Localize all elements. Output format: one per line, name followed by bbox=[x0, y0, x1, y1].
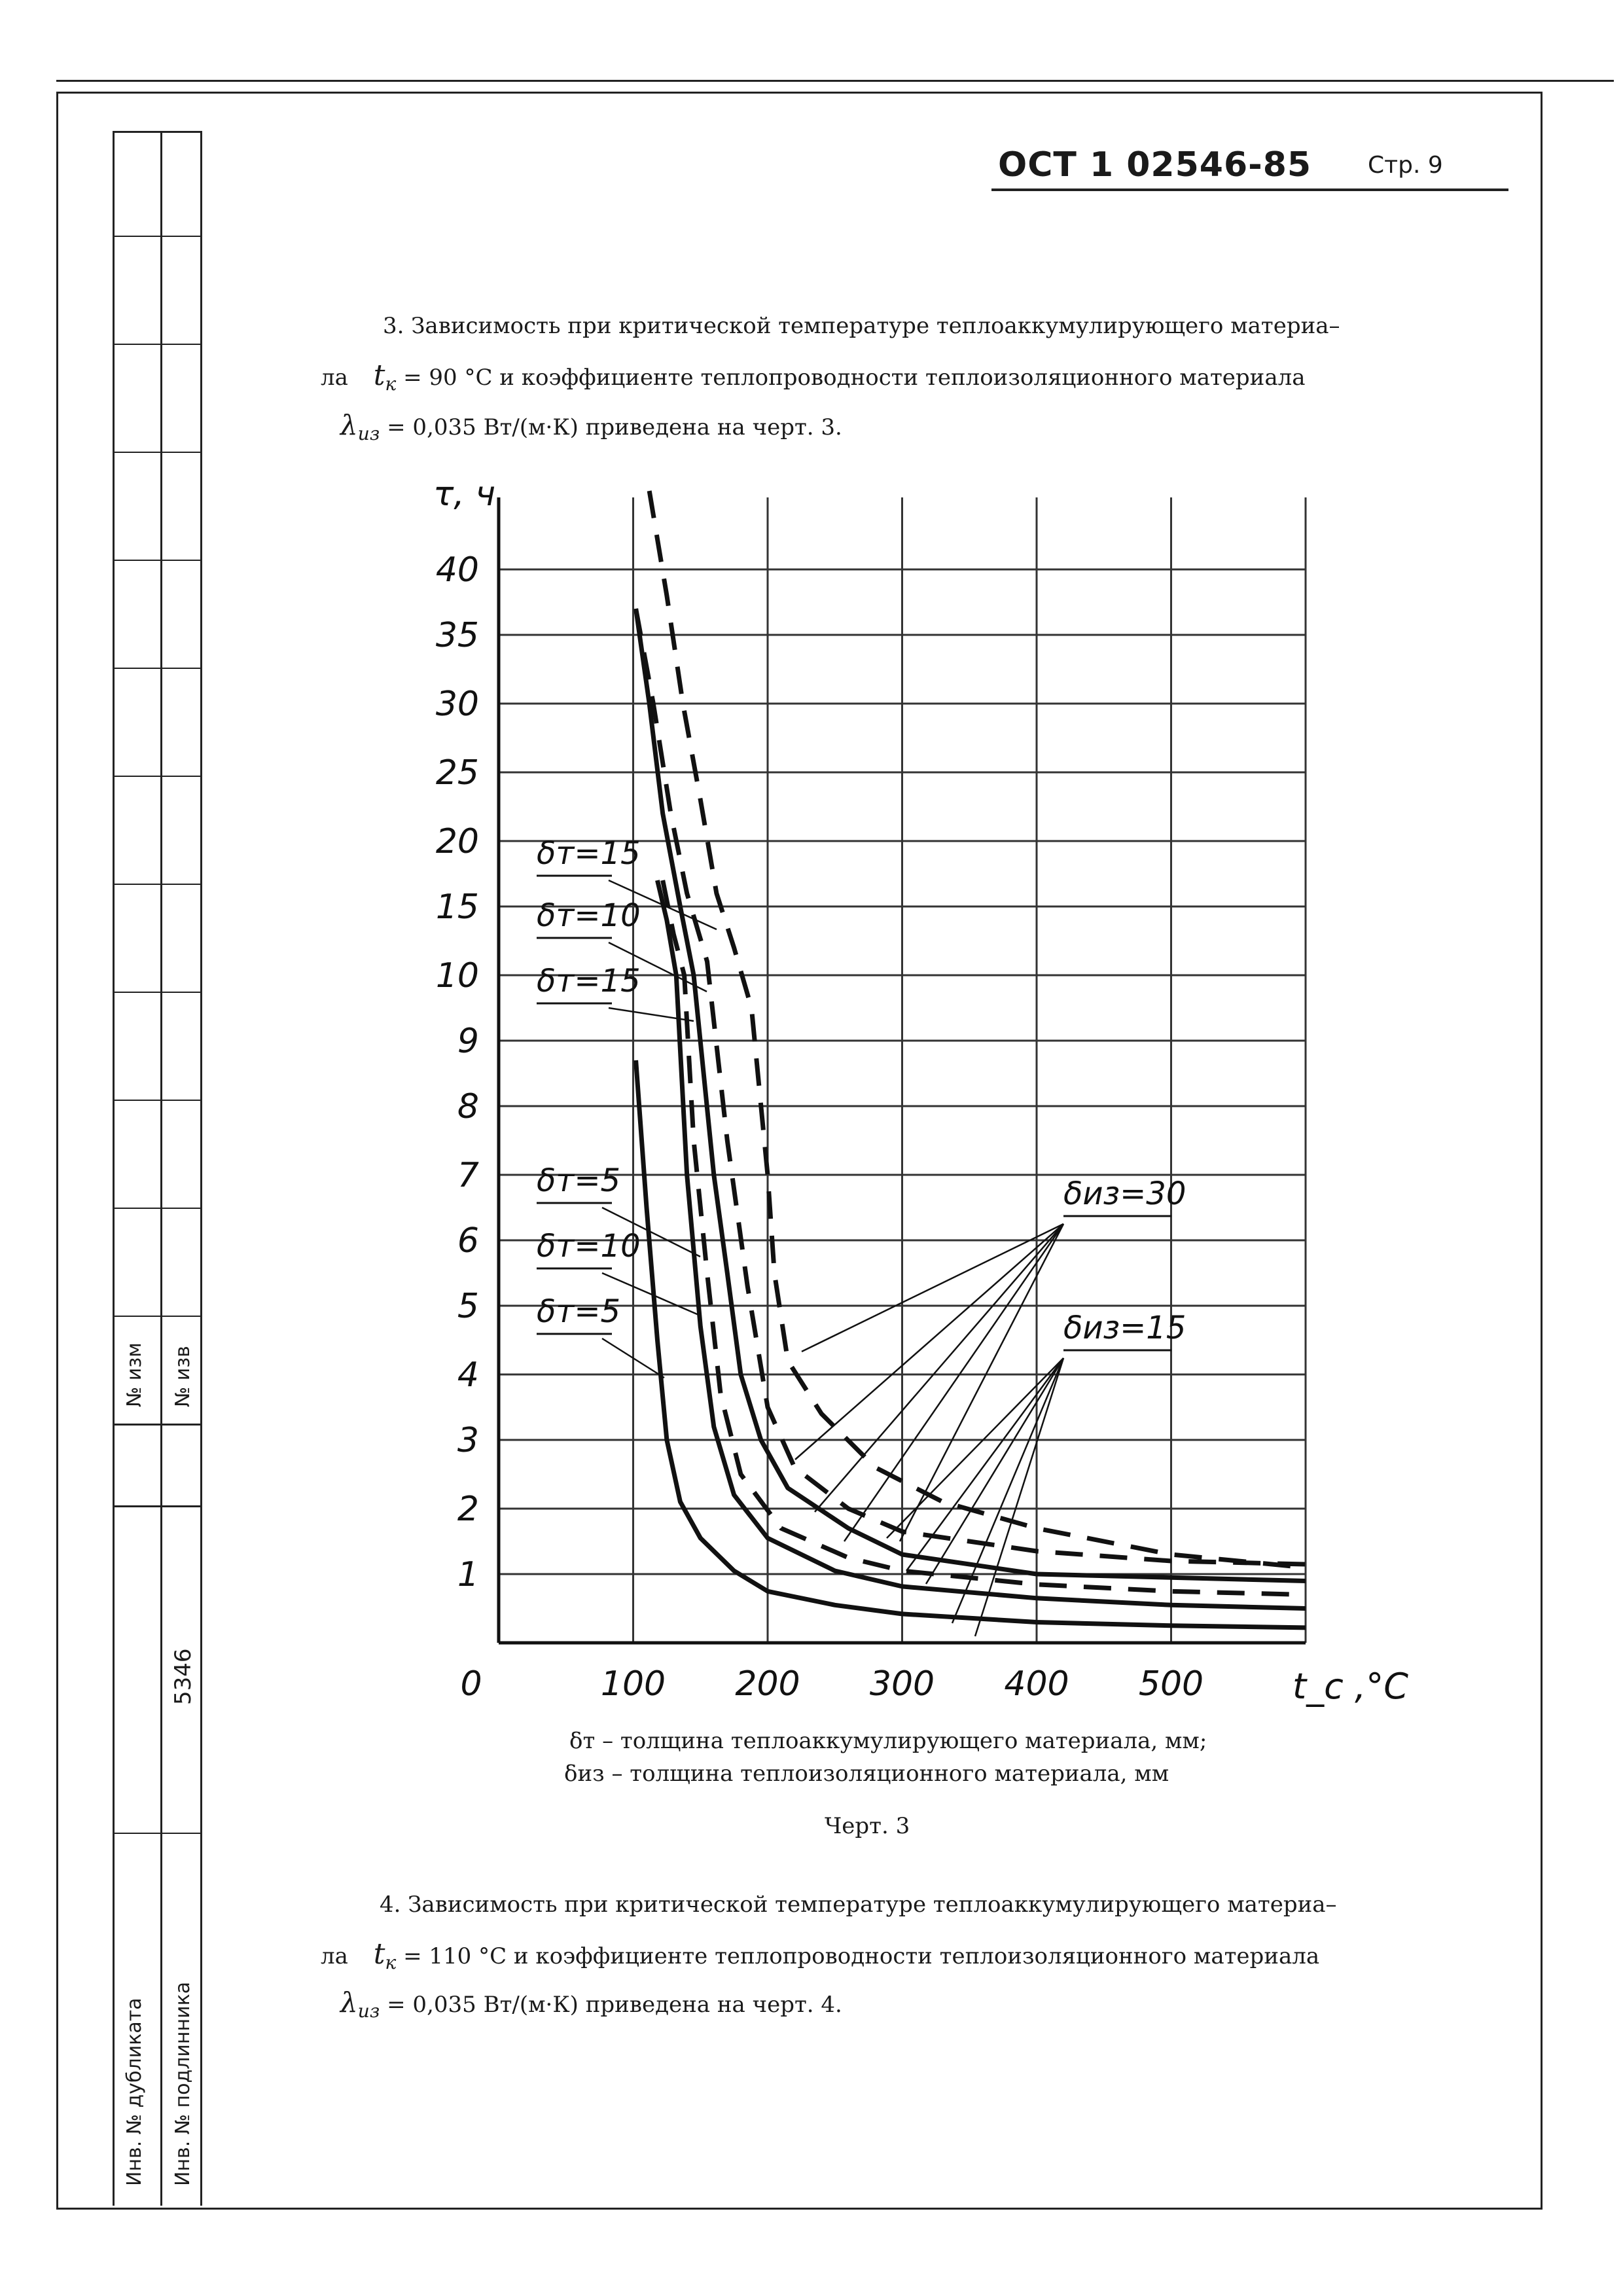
y-tick-label: 40 bbox=[435, 550, 479, 590]
formula-t: t bbox=[373, 359, 385, 392]
stamp-izm-label: № изм bbox=[123, 1342, 146, 1407]
document-number: ОСТ 1 02546-85 bbox=[998, 145, 1312, 185]
section3-line2-value: = 90 °С и коэффициенте теплопроводности теплоизоляционного материала bbox=[403, 365, 1306, 391]
formula-t-4: t bbox=[373, 1937, 385, 1971]
curve-label: δт=10 bbox=[537, 897, 641, 934]
y-tick-label: 6 bbox=[457, 1221, 479, 1261]
legend-line2-text: δиз – толщина теплоизоляционного материала, мм bbox=[564, 1761, 1169, 1787]
leader-line bbox=[802, 1224, 1063, 1352]
x-tick-label: 0 bbox=[460, 1664, 482, 1704]
curve-label: δт=10 bbox=[537, 1228, 641, 1265]
series-line bbox=[649, 491, 1306, 1568]
stamp-izv-label: № изв bbox=[171, 1346, 194, 1407]
curve-label: δиз=15 bbox=[1063, 1310, 1186, 1346]
y-tick-label: 20 bbox=[435, 822, 479, 861]
leader-line bbox=[815, 1224, 1063, 1512]
series-line bbox=[636, 609, 1306, 1564]
y-tick-label: 10 bbox=[435, 956, 479, 996]
x-tick-label: 500 bbox=[1138, 1664, 1204, 1704]
x-axis-label: t_c ,°C bbox=[1293, 1666, 1408, 1707]
y-tick-label: 8 bbox=[457, 1087, 479, 1126]
stamp-inv-number: 5346 bbox=[170, 1648, 196, 1705]
stamp-orig-label: Инв. № подлинника bbox=[171, 1981, 194, 2186]
y-tick-label: 2 bbox=[457, 1490, 479, 1529]
section3-prefix: ла bbox=[321, 365, 348, 391]
x-tick-label: 300 bbox=[869, 1664, 935, 1704]
curve-label: δиз=30 bbox=[1063, 1175, 1186, 1212]
formula-sub-k-4: к bbox=[385, 1951, 397, 1973]
formula-sub-iz-4: из bbox=[357, 2000, 380, 2022]
section3-line1: 3. Зависимость при критической температуре теплоаккумулирующего материа– bbox=[383, 313, 1340, 339]
section4-prefix: ла bbox=[321, 1943, 348, 1969]
curve-label: δт=5 bbox=[537, 1162, 621, 1199]
stamp-dup-label: Инв. № дубликата bbox=[123, 1998, 146, 2186]
formula-sub-k: к bbox=[385, 372, 397, 395]
figure-caption: Черт. 3 bbox=[825, 1813, 910, 1839]
y-tick-label: 9 bbox=[457, 1022, 479, 1061]
y-tick-label: 30 bbox=[435, 685, 479, 724]
y-tick-label: 25 bbox=[435, 753, 479, 793]
series-line bbox=[636, 609, 1306, 1581]
y-tick-label: 7 bbox=[457, 1156, 479, 1195]
leader-line bbox=[844, 1224, 1063, 1541]
curve-label: δт=5 bbox=[537, 1293, 621, 1330]
y-tick-label: 15 bbox=[435, 888, 479, 927]
y-tick-label: 3 bbox=[457, 1421, 479, 1460]
legend-line1-text: δт – толщина теплоаккумулирующего материала, мм; bbox=[569, 1728, 1207, 1754]
formula-lambda: λ bbox=[340, 409, 358, 441]
page-number: Стр. 9 bbox=[1368, 152, 1443, 179]
y-axis-label: τ, ч bbox=[433, 475, 496, 514]
chart-grid bbox=[499, 497, 1306, 1643]
formula-lambda-4: λ bbox=[340, 1986, 358, 2018]
section3-line3-value: = 0,035 Вт/(м·К) приведена на черт. 3. bbox=[387, 414, 842, 440]
curve-label: δт=15 bbox=[537, 963, 641, 999]
curve-label: δт=15 bbox=[537, 835, 641, 872]
section4-line2-value: = 110 °С и коэффициенте теплопроводности теплоизоляционного материала bbox=[403, 1943, 1320, 1969]
section4-line1: 4. Зависимость при критической температуре теплоаккумулирующего материа– bbox=[380, 1892, 1337, 1918]
series-line bbox=[658, 880, 1306, 1609]
chart-ticks bbox=[433, 475, 1408, 1707]
formula-sub-iz: из bbox=[357, 422, 380, 444]
y-tick-label: 35 bbox=[435, 616, 479, 655]
y-tick-label: 1 bbox=[457, 1555, 479, 1594]
legend-line2 bbox=[564, 1761, 1169, 1787]
y-tick-label: 4 bbox=[457, 1355, 479, 1395]
section4-line3 bbox=[340, 1986, 842, 2022]
x-tick-label: 200 bbox=[735, 1664, 800, 1704]
x-tick-label: 100 bbox=[600, 1664, 666, 1704]
chart-curves bbox=[636, 491, 1306, 1628]
legend-line1 bbox=[569, 1728, 1207, 1754]
section4-line3-value: = 0,035 Вт/(м·К) приведена на черт. 4. bbox=[387, 1992, 842, 2018]
x-tick-label: 400 bbox=[1004, 1664, 1069, 1704]
leader-line bbox=[906, 1358, 1063, 1571]
leader-line bbox=[609, 1008, 694, 1021]
section4-line2 bbox=[321, 1937, 1319, 1973]
y-tick-label: 5 bbox=[457, 1287, 479, 1326]
